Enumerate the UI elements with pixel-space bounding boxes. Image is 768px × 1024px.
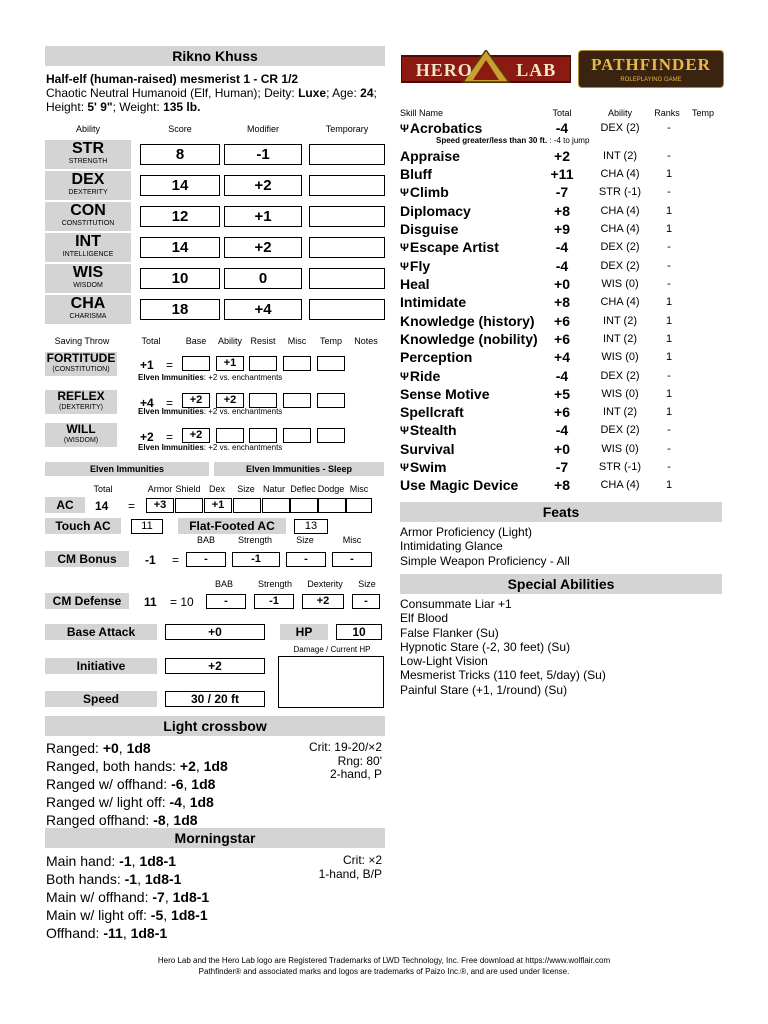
special-ability-item: Hypnotic Stare (-2, 30 feet) (Su) <box>400 639 571 654</box>
cm-bonus-equals: = <box>172 553 180 567</box>
cmd-size-header: Size <box>358 579 376 589</box>
cmb-bab-header: BAB <box>196 535 215 545</box>
ac-natural <box>262 498 290 513</box>
skill-ability-header: Ability <box>607 108 632 118</box>
skill-row <box>400 258 730 276</box>
save-temp <box>317 356 345 371</box>
skill-ranks: - <box>667 370 671 382</box>
skill-total: -4 <box>555 239 569 255</box>
save-note: Elven Immunities: +2 vs. enchantments <box>138 443 283 452</box>
ability-label: STR STRENGTH <box>45 140 131 169</box>
ac-deflection <box>290 498 318 513</box>
skill-temp-header: Temp <box>691 108 714 118</box>
skill-ability: WIS (0) <box>601 278 639 290</box>
special-ability-item: Mesmerist Tricks (110 feet, 5/day) (Su) <box>400 668 606 683</box>
skill-total: -4 <box>555 258 569 274</box>
skill-ability: CHA (4) <box>600 479 640 491</box>
skill-ranks: 1 <box>665 315 673 327</box>
skill-ranks: 1 <box>665 205 673 217</box>
flat-footed-ac-value: 13 <box>294 519 328 534</box>
character-description: Chaotic Neutral Humanoid (Elf, Human); Deity: Luxe; Age: 24; Height: 5' 9"; Weight: 135 lb. <box>46 86 377 114</box>
skill-ability: INT (2) <box>602 315 638 327</box>
skill-name: Disguise <box>400 221 459 237</box>
ability-label: CON CONSTITUTION <box>45 202 131 231</box>
skill-total: +9 <box>554 221 570 237</box>
save-base-header: Base <box>185 336 207 346</box>
cmb-size: - <box>286 552 326 567</box>
character-name: Rikno Khuss <box>45 46 385 66</box>
skill-name: Survival <box>400 441 455 457</box>
skill-ability: INT (2) <box>602 333 638 345</box>
ability-modifier: +1 <box>224 206 302 227</box>
pathfinder-logo <box>578 50 724 88</box>
cmb-misc-header: Misc <box>342 535 362 545</box>
skill-name: Heal <box>400 276 430 292</box>
skill-ranks: 1 <box>665 168 673 180</box>
save-label: REFLEX (DEXTERITY) <box>45 390 117 414</box>
height: 5' 9" <box>87 100 113 114</box>
ability-row-int <box>0 233 400 263</box>
ac-shield <box>175 498 203 513</box>
skill-ability: WIS (0) <box>601 351 639 363</box>
saving-throw-header: Saving Throw <box>54 336 110 346</box>
ability-row-con <box>0 202 400 232</box>
skill-ability: CHA (4) <box>600 168 640 180</box>
weapon-attack-line: Main w/ light off: -5, 1d8-1 <box>46 907 208 923</box>
skill-row <box>400 239 730 257</box>
skill-total: +8 <box>554 477 570 493</box>
ac-armor-header: Armor <box>147 484 173 494</box>
ability-label: INT INTELLIGENCE <box>45 233 131 262</box>
cmb-strength: -1 <box>232 552 280 567</box>
skill-total: +4 <box>554 349 570 365</box>
skill-row <box>400 386 730 404</box>
skill-total: -4 <box>555 120 569 136</box>
immunity-tag: Elven Immunities - Sleep <box>214 462 384 476</box>
ability-temporary <box>309 144 385 165</box>
skill-ability: DEX (2) <box>600 122 640 134</box>
weapon-attack-line: Ranged w/ offhand: -6, 1d8 <box>46 776 216 792</box>
pathfinder-logo-text: PATHFINDER <box>591 55 711 74</box>
ability-score: 14 <box>140 237 220 258</box>
pathfinder-logo-subtext: ROLEPLAYING GAME <box>620 77 682 83</box>
ability-modifier: +2 <box>224 175 302 196</box>
weight: 135 lb. <box>163 100 201 114</box>
initiative-label: Initiative <box>45 658 157 674</box>
skill-ranks: - <box>667 241 671 253</box>
save-misc <box>283 393 311 408</box>
skill-ranks: 1 <box>665 479 673 491</box>
ability-temporary <box>309 299 385 320</box>
weapon-attack-line: Main w/ offhand: -7, 1d8-1 <box>46 889 210 905</box>
save-notes-header: Notes <box>354 336 378 346</box>
armor-check-penalty-icon: Ψ <box>400 462 409 474</box>
ac-armor: +3 <box>146 498 174 513</box>
ac-size-header: Size <box>237 484 255 494</box>
ac-dodge <box>318 498 346 513</box>
cmd-strength-header: Strength <box>257 579 293 589</box>
armor-check-penalty-icon: Ψ <box>400 261 409 273</box>
feat-item: Intimidating Glance <box>400 539 503 554</box>
weapon-info: Crit: ×2 1-hand, B/P <box>318 853 382 881</box>
save-temp-header: Temp <box>319 336 342 346</box>
cmd-dexterity-header: Dexterity <box>307 579 343 589</box>
deity: Luxe <box>298 86 327 100</box>
skill-ranks: 1 <box>665 223 673 235</box>
ability-score: 18 <box>140 299 220 320</box>
weapon-title: Light crossbow <box>45 716 385 736</box>
skill-ranks: 1 <box>665 406 673 418</box>
ability-row-wis <box>0 264 400 294</box>
save-equals: = <box>166 430 174 444</box>
save-resist-header: Resist <box>250 336 276 346</box>
armor-check-penalty-icon: Ψ <box>400 425 409 437</box>
special-ability-item: Low-Light Vision <box>400 654 488 669</box>
armor-check-penalty-icon: Ψ <box>400 187 409 199</box>
skill-name: ΨSwim <box>400 459 447 475</box>
ac-deflec-header: Deflec <box>290 484 316 494</box>
skill-ability: CHA (4) <box>600 223 640 235</box>
special-ability-item: Elf Blood <box>400 611 449 626</box>
skill-name-header: Skill Name <box>400 108 444 118</box>
save-label: FORTITUDE (CONSTITUTION) <box>45 352 117 376</box>
skill-total: +0 <box>554 276 570 292</box>
skill-row <box>400 459 730 477</box>
cmb-bab: - <box>186 552 226 567</box>
cm-bonus-total: -1 <box>145 553 156 567</box>
feat-item: Simple Weapon Proficiency - All <box>400 553 570 568</box>
skill-ranks: - <box>667 260 671 272</box>
ability-score: 8 <box>140 144 220 165</box>
skill-row <box>400 294 730 312</box>
base-attack-label: Base Attack <box>45 624 157 640</box>
skill-total: +5 <box>554 386 570 402</box>
skill-row <box>400 184 730 202</box>
special-ability-item: Consummate Liar +1 <box>400 597 512 611</box>
skill-name: ΨRide <box>400 368 441 384</box>
skill-row <box>400 441 730 459</box>
skill-ranks-header: Ranks <box>654 108 680 118</box>
weapon-attack-line: Ranged, both hands: +2, 1d8 <box>46 758 228 774</box>
skill-ability: STR (-1) <box>598 461 642 473</box>
skill-ability: INT (2) <box>602 150 638 162</box>
save-base: +2 <box>182 428 210 443</box>
skill-ranks: - <box>667 278 671 290</box>
score-header: Score <box>168 124 192 134</box>
skill-name: Sense Motive <box>400 386 490 402</box>
skill-row <box>400 349 730 367</box>
skill-total: +6 <box>554 404 570 420</box>
ability-row-cha <box>0 295 400 325</box>
skill-row <box>400 313 730 331</box>
footer-line: Hero Lab and the Hero Lab logo are Registered Trademarks of LWD Technology, Inc. Free download at https://www.wolflair.com <box>157 956 611 965</box>
save-equals: = <box>166 396 174 410</box>
save-total: +1 <box>140 358 154 372</box>
skill-row <box>400 368 730 386</box>
skill-name: Spellcraft <box>400 404 464 420</box>
skill-row <box>400 276 730 294</box>
touch-ac-label: Touch AC <box>45 518 121 534</box>
skill-total: -7 <box>555 459 569 475</box>
skill-ability: CHA (4) <box>600 296 640 308</box>
save-ability: +1 <box>216 356 244 371</box>
ac-equals: = <box>128 499 136 513</box>
save-resist <box>249 428 277 443</box>
save-total: +2 <box>140 430 154 444</box>
skill-row <box>400 203 730 221</box>
hero-lab-logo-text: HERO LAB <box>415 60 557 80</box>
save-resist <box>249 356 277 371</box>
skill-total: +11 <box>550 166 574 182</box>
cmd-bab: - <box>206 594 246 609</box>
ac-natur-header: Natur <box>262 484 285 494</box>
weapon-attack-line: Both hands: -1, 1d8-1 <box>46 871 182 887</box>
skill-name: Knowledge (history) <box>400 313 535 329</box>
save-total-header: Total <box>141 336 161 346</box>
cmd-bab-header: BAB <box>214 579 233 589</box>
skill-name: Use Magic Device <box>400 477 519 493</box>
armor-check-penalty-icon: Ψ <box>400 123 409 135</box>
ability-row-str <box>0 140 400 170</box>
ac-total-header: Total <box>93 484 113 494</box>
cm-defense-label: CM Defense <box>45 593 129 609</box>
feats-list <box>400 525 722 568</box>
skill-row <box>400 166 730 184</box>
ac-misc-header: Misc <box>349 484 369 494</box>
skill-total: +6 <box>554 331 570 347</box>
skill-total: -4 <box>555 368 569 384</box>
ac-total: 14 <box>95 499 109 513</box>
cm-defense-equals: = 10 <box>170 595 194 609</box>
save-base <box>182 356 210 371</box>
armor-check-penalty-icon: Ψ <box>400 242 409 254</box>
save-misc <box>283 428 311 443</box>
skill-ability: INT (2) <box>602 406 638 418</box>
touch-ac-value: 11 <box>131 519 163 534</box>
skill-ranks: - <box>667 443 671 455</box>
acrobatics-note: Speed greater/less than 30 ft. : -4 to jump <box>436 136 590 145</box>
skill-total: +0 <box>554 441 570 457</box>
skill-ability: STR (-1) <box>598 186 642 198</box>
cm-defense-total: 11 <box>144 595 157 609</box>
cmd-size: - <box>352 594 380 609</box>
weapon-attack-line: Ranged: +0, 1d8 <box>46 740 151 756</box>
ability-temporary <box>309 175 385 196</box>
footer-line: Pathfinder® and associated marks and logos are trademarks of Paizo Inc.®, and are used under license. <box>198 967 570 976</box>
race-class-line: Half-elf (human-raised) mesmerist 1 - CR 1/2 <box>46 72 299 86</box>
flat-footed-ac-label: Flat-Footed AC <box>178 518 286 534</box>
base-attack-value: +0 <box>165 624 265 640</box>
save-resist <box>249 393 277 408</box>
skill-name: ΨFly <box>400 258 431 274</box>
skill-ranks: 1 <box>665 388 673 400</box>
ability-modifier: +4 <box>224 299 302 320</box>
feats-title: Feats <box>400 502 722 522</box>
cmd-dexterity: +2 <box>302 594 344 609</box>
temporary-header: Temporary <box>325 124 369 134</box>
skill-ranks: - <box>667 150 671 162</box>
skill-total: +2 <box>554 148 570 164</box>
hero-lab-logo <box>401 50 571 88</box>
skill-row <box>400 148 730 166</box>
damage-current-hp-label: Damage / Current HP <box>293 645 371 654</box>
skill-row <box>400 422 730 440</box>
ac-misc <box>346 498 372 513</box>
ability-temporary <box>309 237 385 258</box>
special-abilities-title: Special Abilities <box>400 574 722 594</box>
skill-total: -4 <box>555 422 569 438</box>
skill-total: +8 <box>554 203 570 219</box>
skill-name: ΨStealth <box>400 422 457 438</box>
save-note: Elven Immunities: +2 vs. enchantments <box>138 373 283 382</box>
weapon-title: Morningstar <box>45 828 385 848</box>
save-label: WILL (WISDOM) <box>45 423 117 447</box>
skill-name: Diplomacy <box>400 203 471 219</box>
age: 24 <box>360 86 374 100</box>
skill-ability: DEX (2) <box>600 424 640 436</box>
special-ability-item: False Flanker (Su) <box>400 625 499 640</box>
footer <box>0 955 768 977</box>
special-abilities-list <box>400 597 722 697</box>
damage-current-hp-field[interactable] <box>278 656 384 708</box>
skill-ability: DEX (2) <box>600 241 640 253</box>
ability-score: 10 <box>140 268 220 289</box>
ability-temporary <box>309 268 385 289</box>
skill-total-header: Total <box>552 108 572 118</box>
save-misc <box>283 356 311 371</box>
skill-name: ΨEscape Artist <box>400 239 499 255</box>
skill-name: ΨClimb <box>400 184 449 200</box>
weapon-attack-line: Ranged offhand: -8, 1d8 <box>46 812 198 828</box>
ac-shield-header: Shield <box>175 484 201 494</box>
immunity-tag: Elven Immunities <box>45 462 209 476</box>
skill-total: +8 <box>554 294 570 310</box>
skill-row <box>400 221 730 239</box>
ability-label: CHA CHARISMA <box>45 295 131 324</box>
ability-label: WIS WISDOM <box>45 264 131 293</box>
ability-score: 12 <box>140 206 220 227</box>
skill-ranks: - <box>667 424 671 436</box>
skill-ability: DEX (2) <box>600 260 640 272</box>
ac-dex-header: Dex <box>208 484 225 494</box>
save-ability <box>216 428 244 443</box>
skill-name: Perception <box>400 349 473 365</box>
skill-ranks: - <box>667 122 671 134</box>
initiative-value: +2 <box>165 658 265 674</box>
cmb-size-header: Size <box>296 535 314 545</box>
save-total: +4 <box>140 396 154 410</box>
skill-ranks: 1 <box>665 333 673 345</box>
skill-name: Intimidate <box>400 294 467 310</box>
save-temp <box>317 393 345 408</box>
ability-modifier: -1 <box>224 144 302 165</box>
feat-item: Armor Proficiency (Light) <box>400 525 533 539</box>
ac-dex: +1 <box>204 498 232 513</box>
cmb-strength-header: Strength <box>237 535 273 545</box>
hp-value: 10 <box>336 624 382 640</box>
save-note: Elven Immunities: +2 vs. enchantments <box>138 407 283 416</box>
ability-modifier: 0 <box>224 268 302 289</box>
skill-row <box>400 404 730 422</box>
skill-total: +6 <box>554 313 570 329</box>
save-temp <box>317 428 345 443</box>
weapon-info: Crit: 19-20/×2 Rng: 80' 2-hand, P <box>308 740 382 781</box>
skill-total: -7 <box>555 184 569 200</box>
skill-name: Knowledge (nobility) <box>400 331 538 347</box>
skill-ranks: 1 <box>665 296 673 308</box>
save-ability: +2 <box>216 393 244 408</box>
ac-label: AC <box>45 497 85 513</box>
ability-modifier: +2 <box>224 237 302 258</box>
save-misc-header: Misc <box>287 336 307 346</box>
hp-label: HP <box>280 624 328 640</box>
skill-name: ΨAcrobatics <box>400 120 483 136</box>
skill-ability: WIS (0) <box>601 443 639 455</box>
skill-ranks: 1 <box>665 351 673 363</box>
skill-ability: WIS (0) <box>601 388 639 400</box>
weapon-attack-line: Offhand: -11, 1d8-1 <box>46 925 168 941</box>
cmb-misc: - <box>332 552 372 567</box>
skill-row <box>400 331 730 349</box>
armor-check-penalty-icon: Ψ <box>400 371 409 383</box>
save-equals: = <box>166 358 174 372</box>
weapon-attack-line: Main hand: -1, 1d8-1 <box>46 853 176 869</box>
ability-score: 14 <box>140 175 220 196</box>
speed-value: 30 / 20 ft <box>165 691 265 707</box>
special-ability-item: Painful Stare (+1, 1/round) (Su) <box>400 682 568 697</box>
skill-row <box>400 477 730 495</box>
ability-row-dex <box>0 171 400 201</box>
skill-ability: DEX (2) <box>600 370 640 382</box>
ability-header: Ability <box>75 124 100 134</box>
ac-dodge-header: Dodge <box>317 484 345 494</box>
skill-ranks: - <box>667 186 671 198</box>
ability-temporary <box>309 206 385 227</box>
skill-ability: CHA (4) <box>600 205 640 217</box>
cmd-strength: -1 <box>254 594 294 609</box>
skill-name: Bluff <box>400 166 432 182</box>
cm-bonus-label: CM Bonus <box>45 551 129 567</box>
skill-name: Appraise <box>400 148 460 164</box>
speed-label: Speed <box>45 691 157 707</box>
ability-label: DEX DEXTERITY <box>45 171 131 200</box>
weapon-attack-line: Ranged w/ light off: -4, 1d8 <box>46 794 214 810</box>
save-ability-header: Ability <box>217 336 242 346</box>
modifier-header: Modifier <box>246 124 279 134</box>
ac-size <box>233 498 261 513</box>
save-base: +2 <box>182 393 210 408</box>
skill-ranks: - <box>667 461 671 473</box>
